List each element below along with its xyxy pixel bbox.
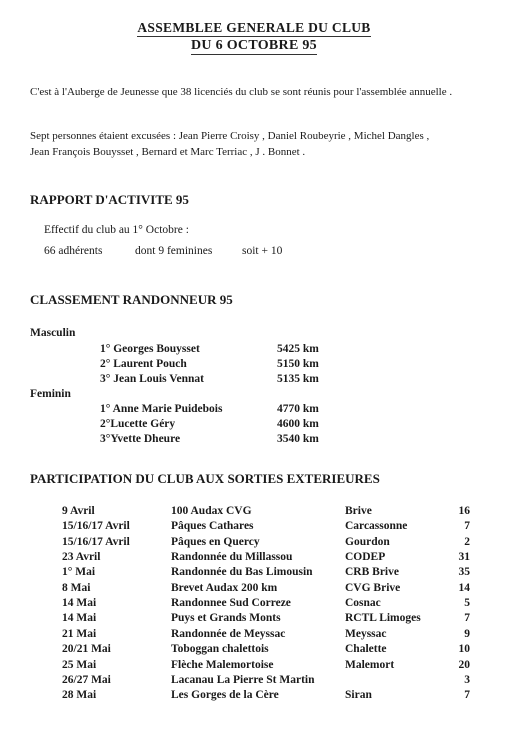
row-date: 25 Mai xyxy=(62,658,97,671)
row-count: 7 xyxy=(464,612,470,625)
row-lieu: Gourdon xyxy=(345,535,390,548)
row-event: Flèche Malemortoise xyxy=(171,658,274,671)
participation-row xyxy=(0,536,508,552)
row-date: 15/16/17 Avril xyxy=(62,535,130,548)
masculin-rank-1: 1° Georges Bouysset xyxy=(100,343,200,355)
row-count: 14 xyxy=(458,581,470,594)
feminin-km-3: 3540 km xyxy=(277,433,319,445)
row-lieu: CRB Brive xyxy=(345,566,399,579)
row-date: 8 Mai xyxy=(62,581,91,594)
row-count: 3 xyxy=(464,673,470,686)
document-date xyxy=(0,38,508,54)
row-event: 100 Audax CVG xyxy=(171,505,252,517)
participation-row xyxy=(0,505,508,521)
feminin-km-1: 4770 km xyxy=(277,403,319,415)
row-date: 9 Avril xyxy=(62,505,95,517)
participation-row xyxy=(0,612,508,628)
row-count: 7 xyxy=(464,520,470,533)
row-lieu: CVG Brive xyxy=(345,581,401,594)
participation-row xyxy=(0,674,508,690)
masculin-rank-3: 3° Jean Louis Vennat xyxy=(100,373,204,385)
participation-row xyxy=(0,551,508,567)
row-date: 21 Mai xyxy=(62,627,97,640)
row-event: Brevet Audax 200 km xyxy=(171,581,278,594)
title-line-2: DU 6 OCTOBRE 95 xyxy=(191,38,317,53)
row-count: 9 xyxy=(464,627,470,640)
row-count: 35 xyxy=(458,566,470,579)
title-line-1: ASSEMBLEE GENERALE DU CLUB xyxy=(137,20,371,35)
row-lieu: Carcassonne xyxy=(345,520,408,533)
row-event: Toboggan chalettois xyxy=(171,643,269,656)
intro-paragraph: C'est à l'Auberge de Jeunesse que 38 licenciés du club se sont réunis pour l'assemblée annuelle . xyxy=(30,86,453,98)
feminines-count: dont 9 feminines xyxy=(135,245,213,257)
soit-delta: soit + 10 xyxy=(242,245,283,257)
row-event: Randonnée de Meyssac xyxy=(171,627,286,640)
row-date: 15/16/17 Avril xyxy=(62,520,130,533)
row-date: 28 Mai xyxy=(62,689,97,702)
participation-row xyxy=(0,566,508,582)
row-lieu: RCTL Limoges xyxy=(345,612,421,625)
feminin-rank-1: 1° Anne Marie Puidebois xyxy=(100,403,223,415)
row-date: 23 Avril xyxy=(62,551,101,564)
excuses-line-1: Sept personnes étaient excusées : Jean Pierre Croisy , Daniel Roubeyrie , Michel Dangles , xyxy=(30,130,430,142)
participation-row xyxy=(0,659,508,675)
row-date: 14 Mai xyxy=(62,612,97,625)
row-lieu: Cosnac xyxy=(345,597,381,610)
row-event: Puys et Grands Monts xyxy=(171,612,281,625)
masculin-km-2: 5150 km xyxy=(277,358,319,370)
row-event: Pâques en Quercy xyxy=(171,535,260,548)
row-count: 31 xyxy=(458,551,470,564)
row-date: 26/27 Mai xyxy=(62,673,111,686)
excuses-line-2: Jean François Bouysset , Bernard et Marc Terriac , J . Bonnet . xyxy=(30,146,306,158)
row-count: 5 xyxy=(464,597,470,610)
masculin-label: Masculin xyxy=(30,327,76,339)
row-event: Randonnée du Millassou xyxy=(171,551,293,564)
participation-row xyxy=(0,643,508,659)
row-count: 16 xyxy=(458,505,470,517)
participation-row xyxy=(0,520,508,536)
row-count: 2 xyxy=(464,535,470,548)
title-underline xyxy=(137,36,370,37)
participation-row xyxy=(0,689,508,705)
row-event: Lacanau La Pierre St Martin xyxy=(171,673,315,686)
row-count: 20 xyxy=(458,658,470,671)
participation-row xyxy=(0,597,508,613)
row-event: Les Gorges de la Cère xyxy=(171,689,279,702)
row-event: Randonnee Sud Correze xyxy=(171,597,291,610)
row-lieu: Brive xyxy=(345,505,372,517)
row-lieu: Malemort xyxy=(345,658,395,671)
participation-heading: PARTICIPATION DU CLUB AUX SORTIES EXTERIEURES xyxy=(30,471,380,486)
rapport-heading: RAPPORT D'ACTIVITE 95 xyxy=(30,192,189,207)
feminin-rank-2: 2°Lucette Géry xyxy=(100,418,176,430)
masculin-km-3: 5135 km xyxy=(277,373,319,385)
row-date: 14 Mai xyxy=(62,597,97,610)
row-lieu: CODEP xyxy=(345,551,386,564)
classement-heading: CLASSEMENT RANDONNEUR 95 xyxy=(30,292,233,307)
feminin-km-2: 4600 km xyxy=(277,418,319,430)
participation-row xyxy=(0,582,508,598)
feminin-rank-3: 3°Yvette Dheure xyxy=(100,433,181,445)
feminin-label: Feminin xyxy=(30,388,71,400)
participation-row xyxy=(0,628,508,644)
date-underline xyxy=(191,54,317,55)
row-date: 20/21 Mai xyxy=(62,643,111,656)
adherents-count: 66 adhérents xyxy=(44,245,103,257)
masculin-km-1: 5425 km xyxy=(277,343,319,355)
row-lieu: Meyssac xyxy=(345,627,387,640)
row-lieu: Chalette xyxy=(345,643,387,656)
masculin-rank-2: 2° Laurent Pouch xyxy=(100,358,187,370)
row-date: 1° Mai xyxy=(62,566,96,579)
row-event: Randonnée du Bas Limousin xyxy=(171,566,313,579)
row-count: 7 xyxy=(464,689,470,702)
effectif-label: Effectif du club au 1° Octobre : xyxy=(44,224,189,236)
row-lieu: Siran xyxy=(345,689,372,702)
row-count: 10 xyxy=(458,643,470,656)
row-event: Pâques Cathares xyxy=(171,520,254,533)
document-title xyxy=(0,20,508,36)
